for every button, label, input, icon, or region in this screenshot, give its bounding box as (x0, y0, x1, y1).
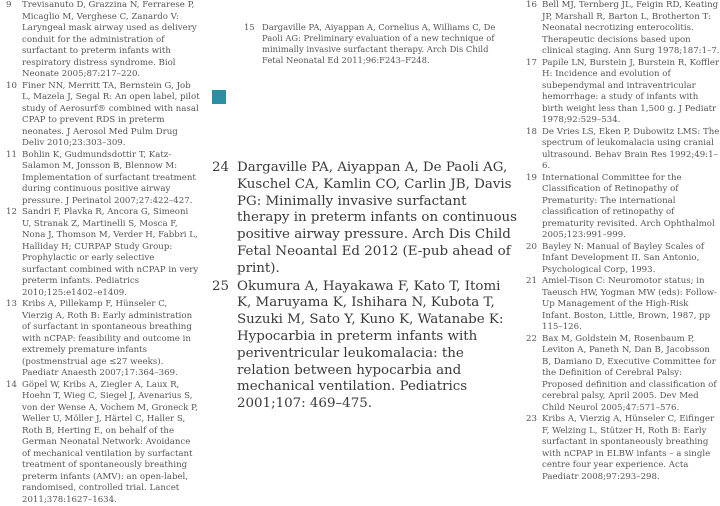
reference-text: Dargaville PA, Aiyappan A, De Paoli AG, Kuschel CA, Kamlin CO, Carlin JB, Davis PG: Minimally invasive surfactant therapy in preterm infants on continuous positive airway pressure. Arch Dis Child Fetal Neoantal Ed 2012 (E-pub ahead of print). (237, 160, 517, 276)
reference-item (524, 127, 720, 173)
reference-number: 18 (526, 127, 540, 139)
reference-item (0, 81, 200, 150)
reference-text: Finer NN, Merritt TA, Bernstein G, Job L, Mazela J, Segal R: An open label, pilot study of Aerosurf® combined with nasal CPAP to prevent RDS in preterm neonates. J Aerosol Med Pulm Drug Deliv 2010;23:303–309. (22, 81, 200, 149)
left-reference-column (0, 0, 200, 506)
accent-marker (212, 90, 226, 104)
reference-number: 9 (6, 0, 20, 12)
reference-text: Papile LN, Burstein J, Burstein R, Koffler H: Incidence and evolution of subependymal and intraventricular hemorrhage: a study of infants with birth weight less than 1,500 g. J Pediatr 1978;92:529–534. (542, 58, 719, 126)
reference-number: 11 (6, 150, 20, 162)
reference-item (524, 242, 720, 277)
reference-item (0, 299, 200, 380)
reference-text: International Committee for the Classification of Retinopathy of Prematurity: The international classification of retinopathy of prematurity revisited. Arch Ophthalmol 2005;123:991–999. (542, 173, 715, 241)
reference-item-15 (244, 22, 512, 66)
reference-number: 23 (526, 414, 540, 426)
reference-number: 25 (212, 279, 229, 296)
reference-number: 20 (526, 242, 540, 254)
reference-text: Dargaville PA, Aiyappan A, Cornelius A, Williams C, De Paoli AG: Preliminary evaluation of a new technique of minimally invasive surfactant therapy. Arch Dis Child Fetal Neonatal Ed 2011;96:F243–F248. (262, 22, 495, 65)
reference-text: De Vries LS, Eken P, Dubowitz LMS: The spectrum of leukomalacia using cranial ultrasound. Behav Brain Res 1992;49:1–6. (542, 127, 719, 172)
reference-number: 10 (6, 81, 20, 93)
reference-item (212, 160, 517, 278)
reference-text: Sandri F, Plavka R, Ancora G, Simeoni U, Stranak Z, Martinelli S, Mosca F, Nona J, Thomson M, Verder H, Fabbri L, Halliday H; CURPAP Study Group: Prophylactic or early selective surfactant combined with nCPAP in very preterm infants. Pediatrics 2010;125:e1402–e1409. (22, 207, 198, 298)
reference-number: 14 (6, 380, 20, 392)
reference-text: Okumura A, Hayakawa F, Kato T, Itomi K, Maruyama K, Ishihara N, Kubota T, Suzuki M, Sato Y, Kuno K, Watanabe K: Hypocarbia in preterm infants with periventricular leukomalacia: the relation between hypocarbia and mechanical ventilation. Pediatrics 2001;107: 469–475. (237, 279, 503, 412)
reference-item (0, 207, 200, 299)
reference-item (524, 414, 720, 483)
reference-number: 15 (244, 22, 255, 33)
reference-item (524, 0, 720, 58)
reference-text: Bax M, Goldstein M, Rosenbaum P, Leviton A, Paneth N, Dan B, Jacobsson B, Damiano D, Executive Committee for the Definition of Cerebral Palsy: Proposed definition and classification of cerebral palsy, April 2005. Dev Med Child Neurol 2005;47:571–576. (542, 334, 717, 413)
reference-text: Bayley N: Manual of Bayley Scales of Infant Development II. San Antonio, Psychological Corp, 1993. (542, 242, 704, 275)
reference-item (524, 173, 720, 242)
reference-number: 12 (6, 207, 20, 219)
right-reference-column (524, 0, 720, 483)
reference-number: 21 (526, 276, 540, 288)
reference-number: 16 (526, 0, 540, 12)
reference-text: Trevisanuto D, Grazzina N, Ferrarese P, Micaglio M, Verghese C, Zanardo V: Laryngeal mask airway used as delivery conduit for the administration of surfactant to preterm infants with respiratory distress syndrome. Biol Neonate 2005;87:217–220. (22, 0, 197, 79)
reference-item (0, 0, 200, 81)
reference-item (212, 279, 517, 413)
reference-number: 24 (212, 160, 229, 177)
zoomed-reference-list (212, 160, 517, 414)
reference-text: Kribs A, Pillekamp F, Hünseler C, Vierzig A, Roth B: Early administration of surfactant in spontaneous breathing with nCPAP: feasibility and outcome in extremely premature infants (postmenstrual age ≤27 weeks). Paediatr Anaesth 2007;17:364–369. (22, 299, 192, 378)
reference-item (524, 58, 720, 127)
reference-item (0, 380, 200, 506)
reference-text: Bell MJ, Ternberg JL, Feigin RD, Keating JP, Marshall R, Barton L, Brotherton T: Neonatal necrotizing enterocolitis. Therapeutic decisions based upon clinical staging. Ann Surg 1978;187:1–7. (542, 0, 720, 56)
reference-item (524, 276, 720, 334)
reference-text: Amiel-Tison C: Neuromotor status; in Taeusch HW, Yogman MW (eds): Follow-Up Management of the High-Risk Infant. Boston, Little, Brown, 1987, pp 115–126. (542, 276, 717, 332)
reference-item (524, 334, 720, 415)
reference-text: Kribs A, Vierzig A, Hünseler C, Eifinger F, Welzing L, Stützer H, Roth B: Early surfactant in spontaneously breathing with nCPAP in ELBW infants – a single centre four year experience. Acta Paediatr 2008;97:293–298. (542, 414, 714, 482)
reference-text: Bohlin K, Gudmundsdottir T, Katz-Salamon M, Jonsson B, Blennow M: Implementation of surfactant treatment during continuous positive airway pressure. J Perinatol 2007;27:422–427. (22, 150, 196, 206)
reference-number: 19 (526, 173, 540, 185)
reference-text: Göpel W, Kribs A, Ziegler A, Laux R, Hoehn T, Wieg C, Siegel J, Avenarius S, von der Wense A, Vochem M, Groneck P, Weller U, Möller J, Härtel C, Haller S, Roth B, Herting E, on behalf of the German Neonatal Network: Avoidance of mechanical ventilation by surfactant treatment of spontaneously breathing preterm infants (AMV): an open-label, randomised, controlled trial. Lancet 2011;378:1627–1634. (22, 380, 198, 505)
reference-number: 13 (6, 299, 20, 311)
reference-number: 22 (526, 334, 540, 346)
reference-number: 17 (526, 58, 540, 70)
reference-item (0, 150, 200, 208)
